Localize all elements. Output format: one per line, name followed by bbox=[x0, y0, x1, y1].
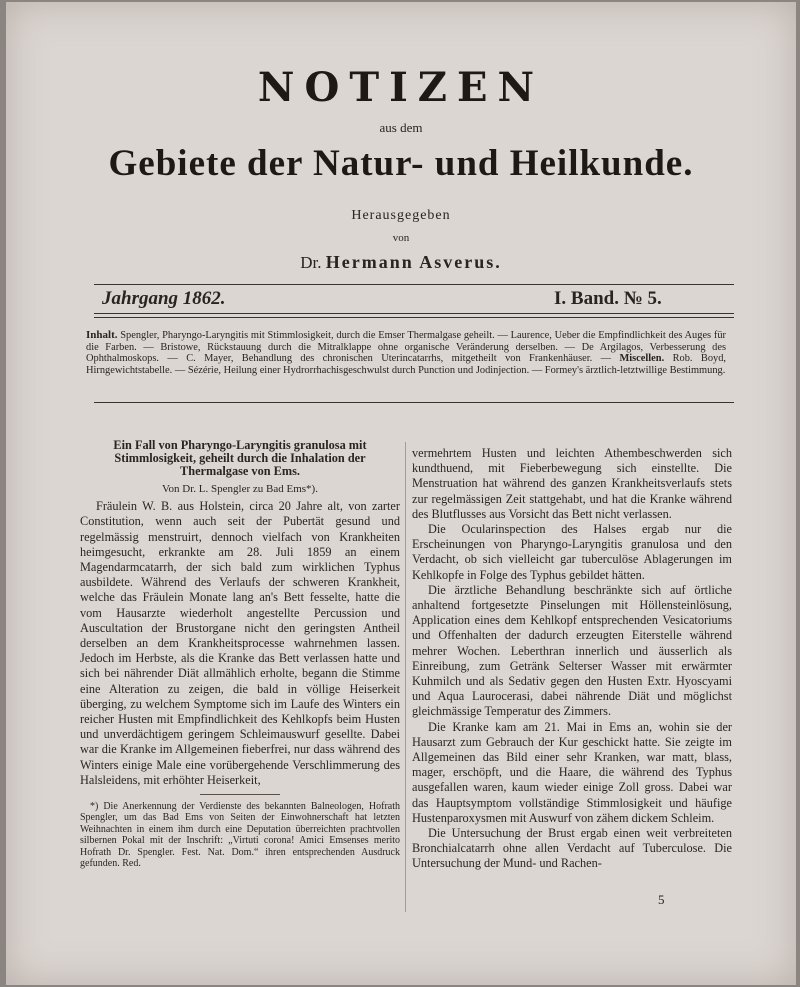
issue-band: I. Band. № 5. bbox=[554, 288, 662, 309]
article-paragraph: vermehrtem Husten und leichten Athembeschwerden sich kundthuend, mit Fieberbewegung sich einstellte. Die Menstruation hat während des ganzen Krankheitsverlaufs stets zur regelmässigen Zeit stattgehabt, und hat die Kranke während des Blutflusses aus Vorsicht das Bett nicht verlassen. bbox=[412, 446, 732, 521]
issue-jahrgang: Jahrgang 1862. bbox=[102, 288, 226, 309]
header-rule-top bbox=[94, 284, 734, 285]
masthead-von: von bbox=[392, 232, 410, 244]
table-of-contents bbox=[86, 330, 726, 376]
miscellen-label: Miscellen. bbox=[619, 353, 665, 365]
article-left-column bbox=[80, 439, 400, 870]
masthead-title: NOTIZEN bbox=[257, 64, 545, 111]
newspaper-page bbox=[6, 2, 796, 985]
contents-rule bbox=[94, 402, 734, 403]
header-rule-bottom-thin bbox=[94, 317, 734, 318]
masthead-herausgegeben: Herausgegeben bbox=[351, 208, 451, 223]
article-paragraph: Die Kranke kam am 21. Mai in Ems an, wohin sie der Hausarzt zum Gebrauch der Kur geschickt hatte. Sie zeigte im Allgemeinen das Bild einer sehr Kranken, war matt, blass, mager, erschöpft, und die Haare, die während des Typhus ausgefallen waren, kaum wieder einige Zoll gross. Dabei war das Hauptsymptom vollständige Stimmlosigkeit und häufige Hustenparoxysmen mit Auswurf von zähem dickem Schleim. bbox=[412, 719, 732, 825]
page-number: 5 bbox=[658, 892, 665, 907]
article-paragraph: Fräulein W. B. aus Holstein, circa 20 Jahre alt, von zarter Constitution, wenn auch seit der Pubertät gesund und regelmässig menstruirt, dennoch vielfach von Krankheiten heimgesucht, erkrankte am 28. Juli 1859 an einem Magendarmcatarrh, der sich bald zum wirklichen Typhus ausbildete. Während des Verlaufs der schweren Krankheit, welche das Fräulein Monate lang an's Bett fesselte, hatte die vom Hausarzte wiederholt angestellte Percussion und Auscultation der Brustorgane nicht den geringsten Antheil derselben an dem Krankheitsprocesse wahrnehmen lassen. Jedoch im Herbste, als die Kranke das Bett verlassen hatte und sich bei nährender Diät allmählich erholte, begann die Stimme eine Alteration zu zeigen, die bald in völlige Heiserkeit überging, zu welchem Symptome sich im Laufe des Winters ein reicher Husten mit Empfindlichkeit des Kehlkopfs beim Husten und unverdächtigem geringem Schleimauswurf gesellte. Dabei war die Kranke im Allgemeinen fieberfrei, nur dass während des Winters einige Male eine vorübergehende Verschlimmerung des Halsleidens, mit erhöhter Heiserkeit, bbox=[80, 499, 400, 787]
editor-prefix: Dr. bbox=[300, 253, 322, 272]
footnote-rule bbox=[200, 794, 280, 795]
masthead-subtitle: Gebiete der Natur- und Heilkunde. bbox=[108, 143, 694, 184]
article-paragraph: Die Ocularinspection des Halses ergab nur die Erscheinungen von Pharyngo-Laryngitis granulosa und den Verdacht, ob sich vielleicht gar tuberculöse Ablagerungen im Kehlkopfe in Folge des Typhus gebildet hätten. bbox=[412, 522, 732, 582]
article-right-column bbox=[412, 446, 732, 872]
contents-text: Spengler, Pharyngo-Laryngitis mit Stimmlosigkeit, durch die Emser Thermalgase geheilt. — Laurence, Ueber die Empfindlichkeit des Auges für die Farben. — Bristowe, Rückstauung durch die Mitralklappe ohne organische Veränderung derselben. — De Argilagos, Verbesserung des Ophthalmoskops. — C. Mayer, Behandlung des chronischen Uterincatarrhs, mitgetheilt von Frankenhäuser. — bbox=[86, 330, 726, 365]
masthead-editor bbox=[6, 252, 796, 273]
article-paragraph: Die Untersuchung der Brust ergab einen weit verbreiteten Bronchialcatarrh ohne allen Verdacht auf Tuberculose. Die Untersuchung der Mund- und Rachen- bbox=[412, 826, 732, 871]
article-title: Ein Fall von Pharyngo-Laryngitis granulosa mit Stimmlosigkeit, geheilt durch die Inhalation der Thermalgase von Ems. bbox=[113, 438, 367, 478]
miscellen-text: Rob. Boyd, Hirngewichtstabelle. — Sézérie, Heilung einer Hydrorrhachisgeschwulst durch Punction und Jodinjection. — Formey's ärztlich-letztwillige Bestimmung. bbox=[86, 353, 727, 376]
footnote-text: *) Die Anerkennung der Verdienste des bekannten Balneologen, Hofrath Spengler, um das Bad Ems von Seiten der Einwohnerschaft hat letzten Weihnachten in einem ihm durch eine Deputation überreichten prachtvollen silbernen Pokal mit der Inschrift: „Virtuti corona! Amici Emsenses merito Hofrath Dr. Spengler. Fest. Nat. Dom.“ ihren entsprechenden Ausdruck gefunden. Red. bbox=[80, 801, 400, 870]
article-byline: Von Dr. L. Spengler zu Bad Ems*). bbox=[162, 483, 318, 495]
header-rule-bottom bbox=[94, 313, 734, 314]
article-paragraph: Die ärztliche Behandlung beschränkte sich auf örtliche anhaltend fortgesetzte Pinselungen mit Höllensteinlösung, Application eines dem Kehlkopf entsprechenden Vesicatoriums und Offenhalten der dadurch erzeugten Eiterstelle während mehrer Wochen. Leberthran innerlich und äusserlich als Einreibung, zum Getränk Selterser Wasser mit erwärmter Kuhmilch und als Sedativ gegen den Husten Extr. Hyoscyami und Aqua Laurocerasi, dabei nährende Diät und möglichst gleichmässige Temperatur des Zimmers. bbox=[412, 582, 732, 719]
editor-name: Hermann Asverus. bbox=[325, 252, 502, 272]
column-divider bbox=[405, 442, 406, 912]
masthead-aus-dem: aus dem bbox=[379, 120, 423, 135]
contents-label: Inhalt. bbox=[86, 329, 118, 341]
footnote bbox=[80, 801, 400, 869]
